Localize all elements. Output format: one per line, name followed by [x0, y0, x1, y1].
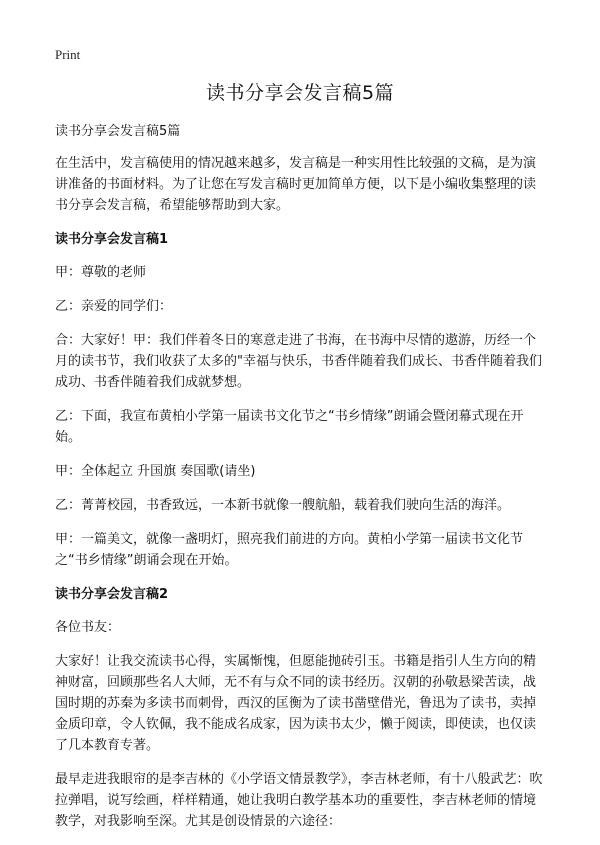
paragraph: 甲：一篇美文，就像一盏明灯，照亮我们前进的方向。黄柏小学第一届读书文化节之“书乡情缘”朗诵会现在开始。 [55, 532, 524, 568]
page-title: 读书分享会发言稿5篇 [205, 82, 395, 104]
intro-paragraph: 在生活中，发言稿使用的情况越来越多，发言稿是一种实用性比较强的文稿，是为演讲准备的书面材料。为了让您在写发言稿时更加简单方便，以下是小编收集整理的读书分享会发言稿，希望能够帮助到大家。 [55, 156, 537, 213]
subtitle: 读书分享会发言稿5篇 [55, 124, 181, 139]
paragraph: 乙：菁菁校园，书香致远，一本新书就像一艘航船，载着我们驶向生活的海洋。 [55, 498, 511, 513]
section-heading: 读书分享会发言稿2 [55, 587, 169, 602]
paragraph: 大家好！让我交流读书心得，实属惭愧，但愿能抛砖引玉。书籍是指引人生方向的精神财富，回顾那些名人大师，无不有与众不同的读书经历。汉朝的孙敬悬梁苦读，战国时期的苏秦为多读书而刺骨，西汉的匡衡为了读书凿壁借光，鲁迅为了读书，卖掉金质印章，令人钦佩，我不能成名成家，因为读书太少，懒于阅读，即使读，也仅读了几本教育专著。 [55, 654, 537, 753]
paragraph: 最早走进我眼帘的是李吉林的《小学语文情景教学》，李吉林老师，有十八般武艺：吹拉弹唱，说写绘画，样样精通，她让我明白教学基本功的重要性，李吉林老师的情境教学，对我影响至深。尤其是创设情景的六途径： [55, 772, 543, 829]
print-link[interactable]: Print [55, 47, 81, 62]
paragraph: 甲：尊敬的老师 [55, 265, 147, 280]
paragraph: 合：大家好！甲：我们伴着冬日的寒意走进了书海，在书海中尽情的遨游，历经一个月的读书节，我们收获了太多的"幸福与快乐，书香伴随着我们成长、书香伴随着我们成功、书香伴随着我们成就梦想。 [55, 333, 542, 390]
paragraph: 各位书友： [55, 620, 121, 635]
paragraph: 乙：亲爱的同学们： [55, 299, 173, 314]
paragraph: 甲：全体起立 升国旗 奏国歌(请坐) [55, 464, 256, 479]
section-heading: 读书分享会发言稿1 [55, 232, 169, 247]
paragraph: 乙：下面，我宣布黄柏小学第一届读书文化节之“书乡情缘”朗诵会暨闭幕式现在开始。 [55, 409, 524, 445]
document-body [55, 121, 547, 845]
